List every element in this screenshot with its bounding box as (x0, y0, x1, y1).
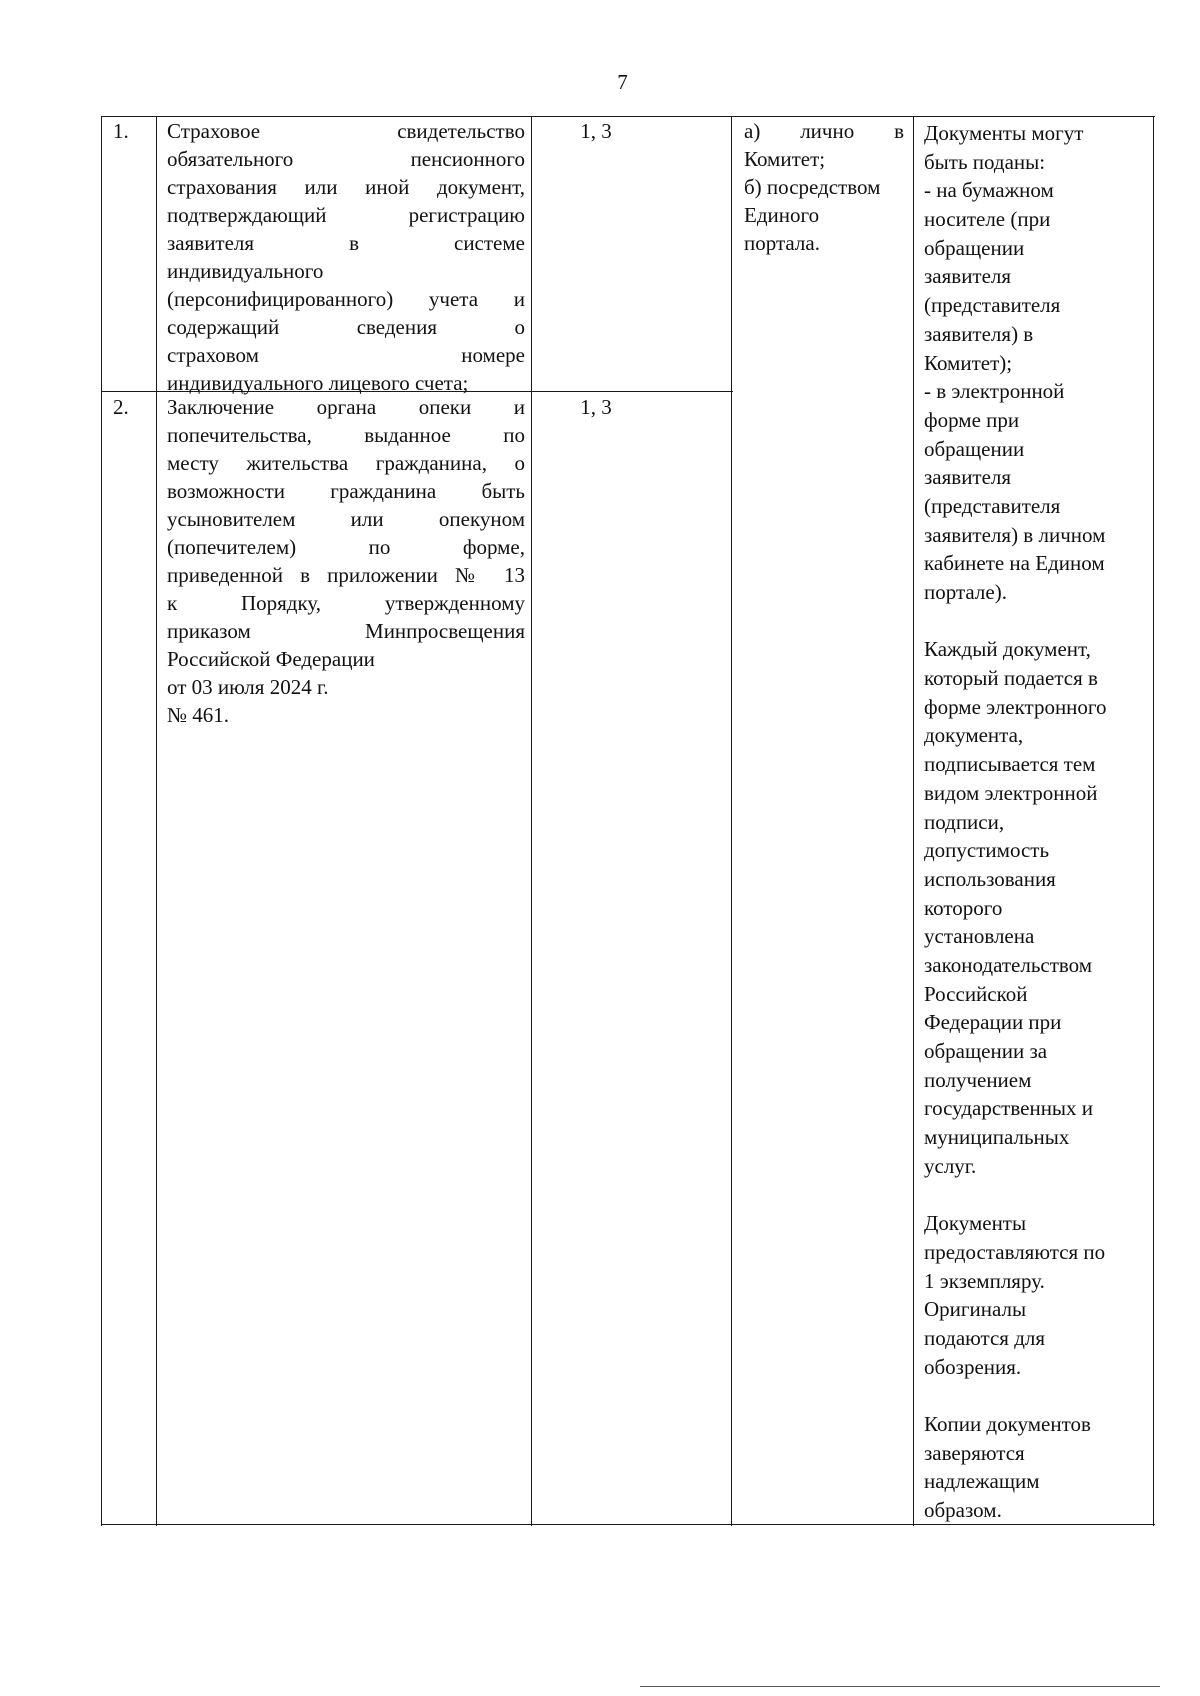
row-number: 2. (113, 395, 129, 419)
notes-line: Комитет); (924, 350, 1013, 375)
description-line: содержащий сведения о (167, 315, 525, 339)
submission-method (744, 117, 904, 257)
notes-line: быть поданы: (924, 149, 1046, 174)
form-numbers: 1, 3 (580, 119, 612, 143)
submission-method-line: б) посредством (744, 175, 881, 199)
description-line: заявителя в системе (167, 231, 525, 255)
notes-line: (представителя (924, 493, 1061, 518)
notes-line: Документы (924, 1211, 1027, 1236)
notes-line: обращении за (924, 1039, 1048, 1063)
submission-method-line: Комитет; (744, 147, 826, 171)
notes-line: подаются для (924, 1325, 1046, 1350)
description-line: № 461. (167, 703, 230, 727)
notes-line: обозрения. (924, 1354, 1022, 1379)
table-border-left (101, 116, 102, 1526)
submission-method-line: портала. (744, 231, 820, 255)
notes-line: подписи, (924, 809, 1005, 834)
page-number: 7 (617, 70, 628, 94)
notes-line: заявителя (924, 465, 1012, 490)
row-number: 1. (113, 119, 129, 143)
notes-line: - на бумажном (924, 178, 1054, 203)
description-line: подтверждающий регистрацию (167, 203, 525, 227)
notes-line: надлежащим (924, 1469, 1040, 1494)
notes-line: заявителя) в (924, 321, 1034, 346)
description-line: индивидуального (167, 259, 324, 283)
description-line: усыновителем или опекуном (167, 507, 525, 531)
documents-table (101, 116, 1155, 1526)
table-column-divider (913, 116, 914, 1526)
paragraph-gap (924, 1381, 1152, 1410)
notes-line: 1 экземпляру. (924, 1268, 1045, 1293)
paragraph-gap (924, 1180, 1152, 1209)
notes-line: Оригиналы (924, 1297, 1027, 1322)
description-line: приказом Минпросвещения (167, 619, 525, 643)
table-column-divider (531, 116, 532, 1526)
description-line: индивидуального лицевого счета; (167, 371, 469, 395)
table-column-divider (156, 116, 157, 1526)
notes-line: муниципальных (924, 1125, 1070, 1150)
description-line: Страховое свидетельство (167, 119, 525, 143)
description-line: Заключение органа опеки и (167, 395, 525, 419)
notes-line: законодательством (924, 952, 1093, 977)
notes-line: заявителя) в личном (924, 522, 1106, 547)
description-line: месту жительства гражданина, о (167, 451, 525, 475)
description-line: страховом номере (167, 343, 525, 367)
description-line: обязательного пенсионного (167, 147, 525, 171)
description-line: от 03 июля 2024 г. (167, 675, 329, 699)
notes-line: заявителя (924, 264, 1012, 289)
notes-line: подписывается тем (924, 752, 1096, 777)
description-line: к Порядку, утвержденному (167, 591, 525, 615)
description-line: (персонифицированного) учета и (167, 287, 525, 311)
notes-line: (представителя (924, 293, 1061, 318)
notes-line: получением (924, 1067, 1032, 1092)
notes-line: установлена (924, 924, 1035, 949)
notes-line: образом. (924, 1498, 1002, 1522)
notes-line: Каждый документ, (924, 637, 1091, 662)
submission-method-line: Единого (744, 203, 820, 227)
notes-line: обращении (924, 436, 1025, 461)
notes-line: использования (924, 866, 1056, 891)
document-description (167, 393, 525, 729)
notes-line: Копии документов (924, 1411, 1091, 1436)
submission-notes (924, 119, 1152, 1525)
notes-line: форме при (924, 407, 1020, 432)
paragraph-gap (924, 607, 1152, 636)
scan-edge-line (640, 1686, 1160, 1687)
notes-line: предоставляются по (924, 1239, 1106, 1264)
notes-line: Документы могут (924, 121, 1084, 145)
notes-line: портале). (924, 580, 1007, 604)
notes-line: который подается в (924, 666, 1098, 691)
description-line: возможности гражданина быть (167, 479, 525, 503)
notes-line: государственных и (924, 1096, 1094, 1121)
notes-line: допустимость (924, 838, 1050, 863)
description-line: Российской Федерации (167, 647, 375, 671)
form-numbers: 1, 3 (580, 395, 612, 419)
submission-method-line: а) лично в (744, 119, 904, 143)
document-description (167, 117, 525, 397)
notes-line: документа, (924, 723, 1024, 748)
notes-line: услуг. (924, 1153, 977, 1178)
notes-line: форме электронного (924, 694, 1107, 719)
table-border-right (1153, 116, 1154, 1526)
notes-line: обращении (924, 235, 1025, 260)
description-line: приведенной в приложении № 13 (167, 563, 525, 587)
description-line: страхования или иной документ, (167, 175, 525, 199)
notes-line: Федерации при (924, 1010, 1062, 1035)
notes-line: заверяются (924, 1440, 1025, 1465)
description-line: попечительства, выданное по (167, 423, 525, 447)
notes-line: видом электронной (924, 780, 1098, 805)
table-column-divider (731, 116, 732, 1526)
notes-line: которого (924, 895, 1003, 920)
notes-line: Российской (924, 981, 1028, 1006)
notes-line: кабинете на Едином (924, 551, 1105, 576)
notes-line: - в электронной (924, 379, 1065, 404)
notes-line: носителе (при (924, 207, 1051, 232)
description-line: (попечителем) по форме, (167, 535, 525, 559)
